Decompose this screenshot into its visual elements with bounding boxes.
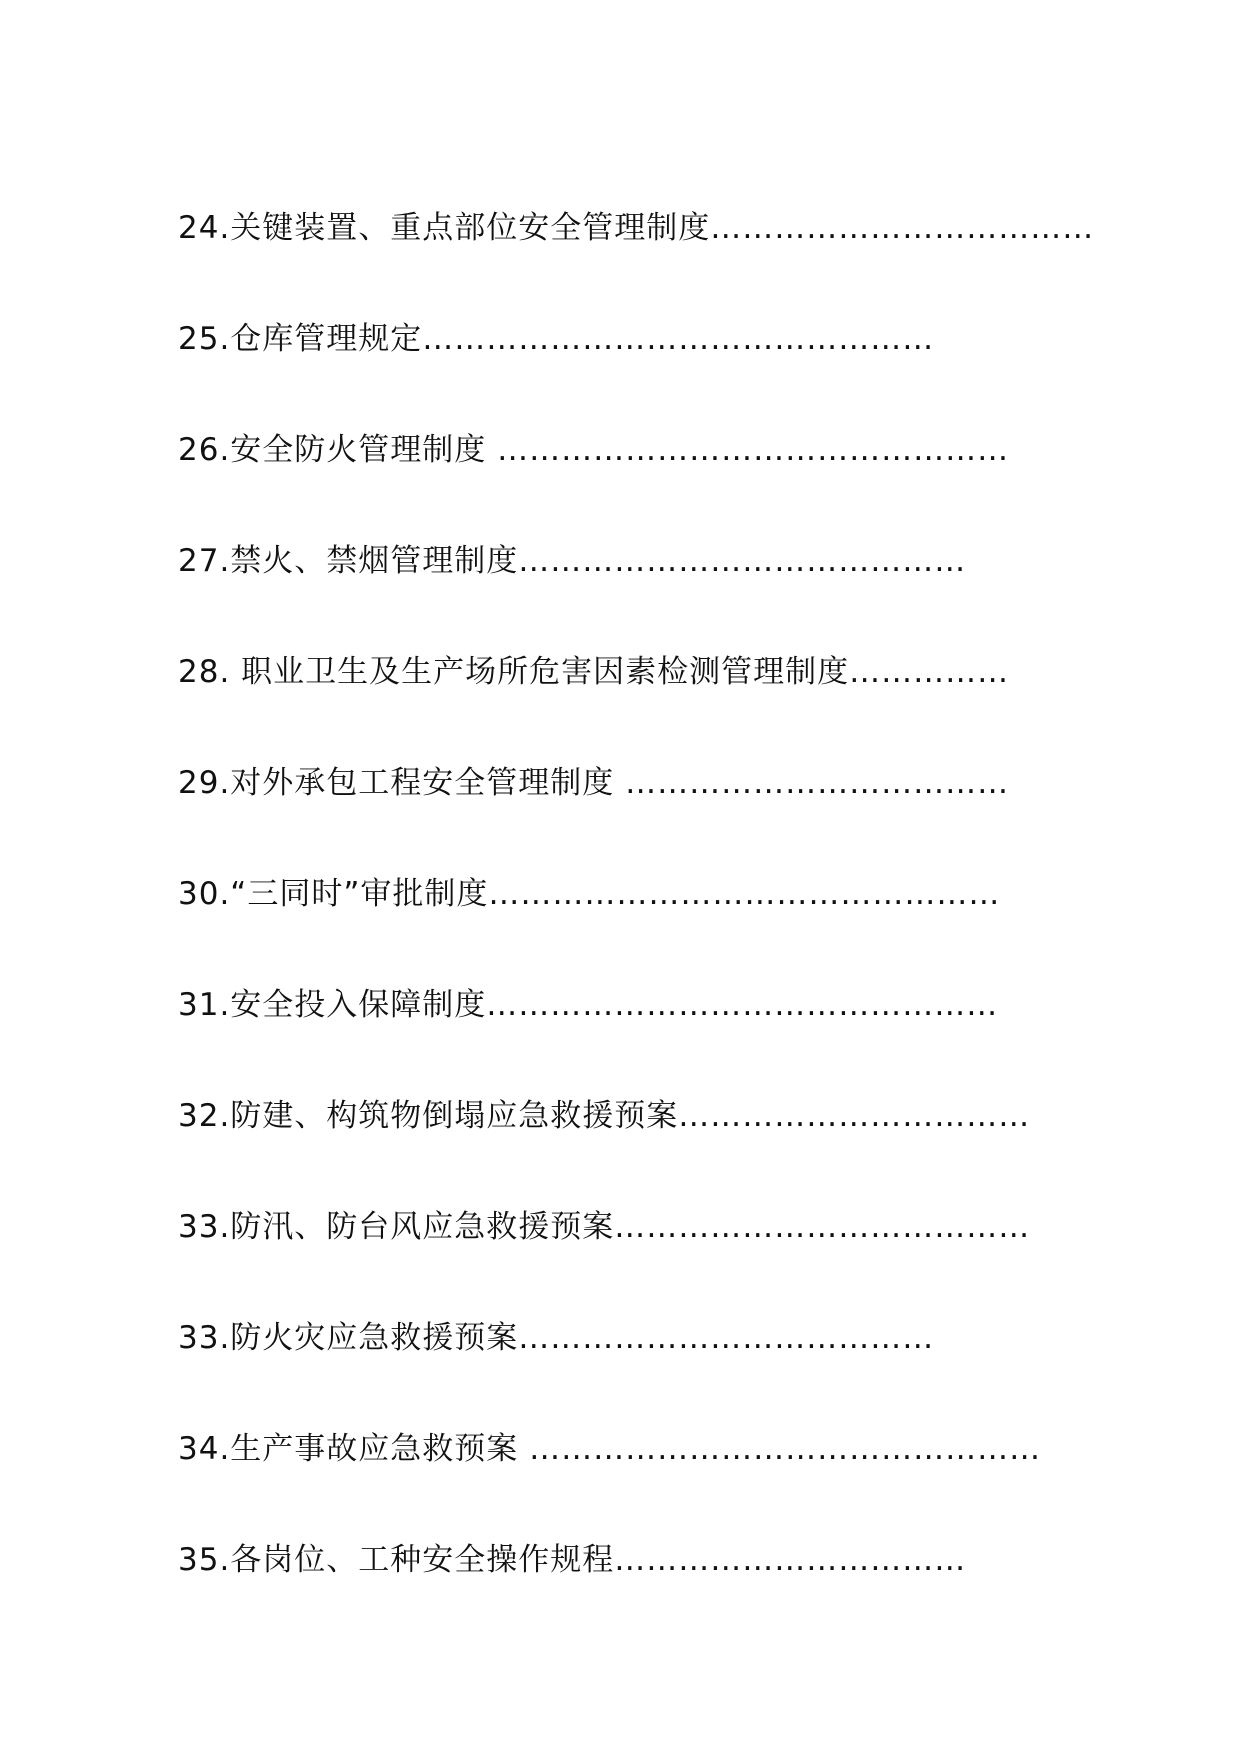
toc-entry-30: 30.“三同时”审批制度…………………………………………: [178, 876, 1001, 912]
toc-entry-29: 29.对外承包工程安全管理制度 ………………………………: [178, 765, 1010, 801]
toc-entry-34: 34.生产事故应急救预案 …………………………………………: [178, 1431, 1042, 1467]
toc-entry-28: 28. 职业卫生及生产场所危害因素检测管理制度……………: [178, 654, 1010, 690]
toc-entry-33a: 33.防汛、防台风应急救援预案…………………………………: [178, 1209, 1031, 1245]
toc-entry-33b: 33.防火灾应急救援预案…………………………………: [178, 1320, 935, 1356]
toc-entry-27: 27.禁火、禁烟管理制度……………………………………: [178, 543, 967, 579]
toc-entry-35: 35.各岗位、工种安全操作规程……………………………: [178, 1542, 967, 1578]
toc-entry-25: 25.仓库管理规定…………………………………………: [178, 321, 935, 357]
toc-entry-24: 24.关键装置、重点部位安全管理制度………………………………: [178, 210, 1095, 246]
table-of-contents: [178, 208, 1138, 1651]
toc-entry-26: 26.安全防火管理制度 …………………………………………: [178, 432, 1010, 468]
toc-entry-31: 31.安全投入保障制度…………………………………………: [178, 987, 999, 1023]
toc-entry-32: 32.防建、构筑物倒塌应急救援预案……………………………: [178, 1098, 1031, 1134]
